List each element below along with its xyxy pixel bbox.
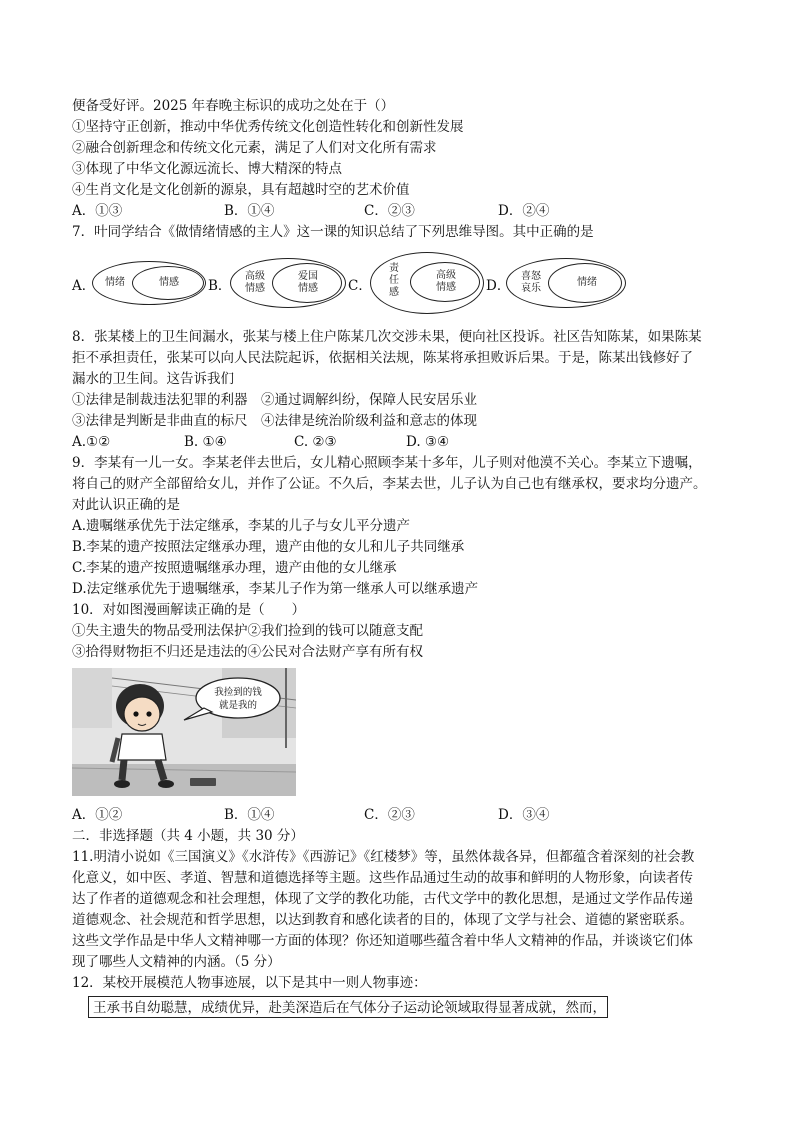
q8-option-b[interactable]: B. ①④	[184, 434, 227, 450]
q6-statement-2: ②融合创新理念和传统文化元素，满足了人们对文化所有需求	[72, 140, 437, 156]
q6-option-d[interactable]: D．②④	[498, 203, 550, 219]
q9-stem-line-2: 将自己的财产全部留给女儿，并作了公证。不久后，李某去世，儿子认为自己也有继承权，要求均分遗产。	[72, 476, 707, 492]
q9-option-d[interactable]: D.法定继承优先于遗嘱继承，李某儿子作为第一继承人可以继承遗产	[72, 581, 479, 597]
q8-option-c[interactable]: C. ②③	[294, 434, 337, 450]
q7-d-outer-text: 喜怒 哀乐	[521, 271, 541, 294]
q6-statement-1: ①坚持守正创新，推动中华优秀传统文化创造性转化和创新性发展	[72, 119, 464, 135]
q10-statements-1-2: ①失主遗失的物品受刑法保护②我们捡到的钱可以随意支配	[72, 623, 423, 639]
q9-option-a[interactable]: A.遗嘱继承优先于法定继承，李某的儿子与女儿平分遗产	[72, 518, 411, 534]
q11-line-1: 11.明清小说如《三国演义》《水浒传》《西游记》《红楼梦》等，虽然体裁各异，但都蕴含着深刻的社会教	[72, 849, 695, 865]
q8-statements-1-2: ①法律是制裁违法犯罪的利器 ②通过调解纠纷，保障人民安居乐业	[72, 392, 477, 408]
q7-c-inner-text: 高级 情感	[436, 270, 456, 293]
q7-stem: 7．叶同学结合《做情绪情感的主人》这一课的知识总结了下列思维导图。其中正确的是	[72, 224, 594, 240]
q7-a-outer-text: 情绪	[105, 277, 125, 288]
q10-bubble-line-2: 就是我的	[218, 700, 258, 711]
q10-option-c[interactable]: C．②③	[364, 807, 415, 823]
q10-cartoon-image	[72, 668, 296, 796]
section-2-heading: 二．非选择题（共 4 小题，共 30 分）	[72, 828, 304, 844]
q7-option-b-label: B．	[208, 278, 232, 294]
q7-a-inner-text: 情感	[159, 277, 179, 288]
q6-option-b[interactable]: B．①④	[224, 203, 275, 219]
q11-line-4: 道德观念、社会规范和哲学思想，以达到教育和感化读者的目的，体现了文学与社会、道德的紧密联系。	[72, 912, 693, 928]
q8-stem-line-2: 拒不承担责任，张某可以向人民法院起诉，依据相关法规，陈某将承担败诉后果。于是，陈某出钱修好了	[72, 350, 693, 366]
q7-b-inner-text: 爱国 情感	[298, 271, 318, 294]
q6-statement-3: ③体现了中华文化源远流长、博大精深的特点	[72, 161, 342, 177]
q7-d-inner-text: 情绪	[577, 277, 597, 288]
q12-material-box: 王承书自幼聪慧，成绩优异，赴美深造后在气体分子运动论领域取得显著成就，然而，	[88, 996, 608, 1018]
q10-bubble-line-1: 我捡到的钱	[214, 687, 262, 698]
q7-c-outer-text: 责 任 感	[389, 263, 399, 298]
q11-line-2: 化意义，如中医、孝道、智慧和道德选择等主题。这些作品通过生动的故事和鲜明的人物形象，向读者传	[72, 870, 693, 886]
q7-option-a-label: A．	[72, 278, 96, 294]
q11-line-5: 这些文学作品是中华人文精神哪一方面的体现？你还知道哪些蕴含着中华人文精神的作品，并谈谈它们体	[72, 933, 693, 949]
q11-line-6: 现了哪些人文精神的内涵。（5 分）	[72, 954, 281, 970]
q11-line-3: 达了作者的道德观念和社会理想，体现了文学的教化功能，古代文学中的教化思想，是通过文学作品传递	[72, 891, 693, 907]
q7-option-c-label: C．	[348, 278, 372, 294]
q7-option-d-label: D．	[486, 278, 511, 294]
q7-diagram-d[interactable]	[486, 252, 628, 314]
q6-statement-4: ④生肖文化是文化创新的源泉，具有超越时空的艺术价值	[72, 182, 410, 198]
q9-option-b[interactable]: B.李某的遗产按照法定继承办理，遗产由他的女儿和儿子共同继承	[72, 539, 465, 555]
q7-diagram-c[interactable]	[348, 252, 486, 314]
q6-option-c[interactable]: C．②③	[364, 203, 415, 219]
q6-option-a[interactable]: A．①③	[72, 203, 123, 219]
q9-stem-line-1: 9．李某有一儿一女。李某老伴去世后，女儿精心照顾李某十多年，儿子则对他漠不关心。李某立下遗嘱，	[72, 455, 702, 471]
q8-option-a[interactable]: A.①②	[72, 434, 111, 450]
q9-stem-line-3: 对此认识正确的是	[72, 497, 180, 513]
q10-option-a[interactable]: A．①②	[72, 807, 123, 823]
q7-b-outer-text: 高级 情感	[245, 271, 265, 294]
q6-stem-tail: 便备受好评。2025 年春晚主标识的成功之处在于（）	[72, 98, 395, 114]
q8-stem-line-3: 漏水的卫生间。这告诉我们	[72, 371, 234, 387]
q10-option-b[interactable]: B．①④	[224, 807, 275, 823]
q10-statements-3-4: ③拾得财物拒不归还是违法的④公民对合法财产享有所有权	[72, 644, 423, 660]
q10-stem: 10．对如图漫画解读正确的是（ ）	[72, 602, 306, 618]
q7-diagram-a[interactable]	[72, 252, 208, 314]
q9-option-c[interactable]: C.李某的遗产按照遗嘱继承办理，遗产由他的女儿继承	[72, 560, 397, 576]
q8-stem-line-1: 8．张某楼上的卫生间漏水，张某与楼上住户陈某几次交涉未果，便向社区投诉。社区告知陈某，如果陈某	[72, 329, 702, 345]
q8-statements-3-4: ③法律是判断是非曲直的标尺 ④法律是统治阶级利益和意志的体现	[72, 413, 477, 429]
q8-option-d[interactable]: D. ③④	[406, 434, 450, 450]
q10-option-d[interactable]: D．③④	[498, 807, 550, 823]
q12-stem: 12．某校开展模范人物事迹展，以下是其中一则人物事迹：	[72, 975, 427, 991]
q7-diagram-b[interactable]	[208, 252, 348, 314]
